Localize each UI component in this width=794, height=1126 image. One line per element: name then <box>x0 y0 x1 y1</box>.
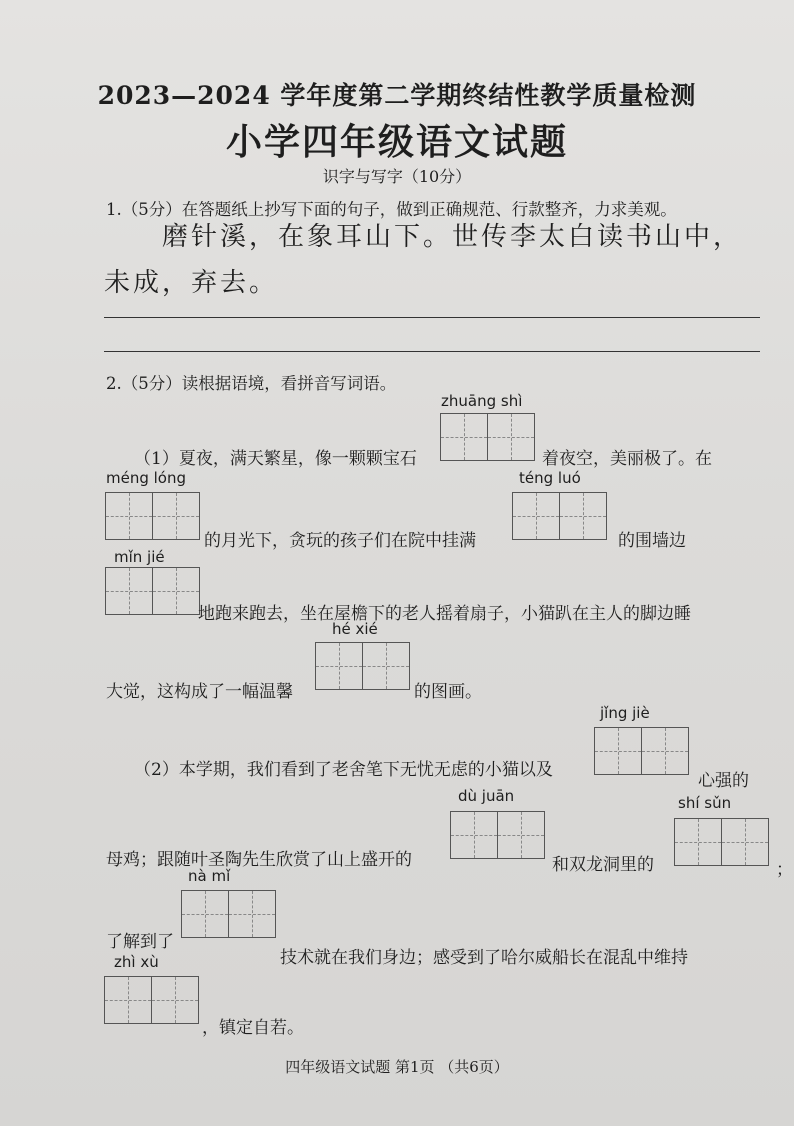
p1-text-b: 着夜空，美丽极了。在 <box>542 449 712 469</box>
grid-cell[interactable] <box>104 976 152 1024</box>
p1-text-a: （1）夏夜，满天繁星，像一颗颗宝石 <box>134 449 417 469</box>
pinyin-shisun: shí sǔn <box>678 794 732 812</box>
pinyin-zhixu: zhì xù <box>114 953 159 971</box>
exam-title: 2023—2024 学年度第二学期终结性教学质量检测 <box>97 81 697 110</box>
grid-cell[interactable] <box>362 642 410 690</box>
grid-cell[interactable] <box>497 811 545 859</box>
p2-text-g: 技术就在我们身边；感受到了哈尔威船长在混乱中维持 <box>280 948 688 968</box>
grid-cell[interactable] <box>152 492 200 540</box>
grid-cell[interactable] <box>315 642 363 690</box>
grid-cell[interactable] <box>721 818 769 866</box>
pinyin-dujuan: dù juān <box>458 787 515 805</box>
pinyin-hexie: hé xié <box>332 620 378 638</box>
pinyin-minjie: mǐn jié <box>114 548 165 566</box>
pinyin-menglong: méng lóng <box>106 469 187 487</box>
pinyin-jingjie: jǐng jiè <box>600 704 650 722</box>
answer-grid-tengluo[interactable] <box>512 492 607 540</box>
pinyin-zhuangshi: zhuāng shì <box>441 392 523 410</box>
section-heading: 识字与写字（10分） <box>322 167 472 186</box>
q2-prompt: 2.（5分）读根据语境，看拼音写词语。 <box>106 374 397 393</box>
grid-cell[interactable] <box>151 976 199 1024</box>
p2-text-h: ，镇定自若。 <box>202 1018 304 1038</box>
grid-cell[interactable] <box>105 492 153 540</box>
answer-grid-minjie[interactable] <box>105 567 200 615</box>
answer-line-2[interactable] <box>104 351 760 352</box>
p2-text-a: （2）本学期，我们看到了老舍笔下无忧无虑的小猫以及 <box>134 760 553 780</box>
grid-cell[interactable] <box>440 413 488 461</box>
answer-grid-nami[interactable] <box>181 890 276 938</box>
grid-cell[interactable] <box>105 567 153 615</box>
pinyin-nami: nà mǐ <box>188 867 231 885</box>
answer-grid-menglong[interactable] <box>105 492 200 540</box>
q1-copy-line-1: 磨针溪，在象耳山下。世传李太白读书山中， <box>162 222 743 252</box>
grid-cell[interactable] <box>152 567 200 615</box>
answer-grid-shisun[interactable] <box>674 818 769 866</box>
grid-cell[interactable] <box>594 727 642 775</box>
grid-cell[interactable] <box>228 890 276 938</box>
p1-text-d: 的围墙边 <box>618 531 686 551</box>
q1-copy-line-2: 未成，弃去。 <box>104 268 279 298</box>
p2-text-e: ； <box>776 860 793 880</box>
p2-text-c: 母鸡；跟随叶圣陶先生欣赏了山上盛开的 <box>106 850 412 870</box>
p2-text-b: 心强的 <box>698 771 749 791</box>
grid-cell[interactable] <box>487 413 535 461</box>
answer-grid-dujuan[interactable] <box>450 811 545 859</box>
q1-prompt: 1.（5分）在答题纸上抄写下面的句子，做到正确规范、行款整齐，力求美观。 <box>106 200 677 219</box>
answer-grid-jingjie[interactable] <box>594 727 689 775</box>
page-footer: 四年级语文试题 第1页 （共6页） <box>285 1058 509 1076</box>
answer-grid-zhixu[interactable] <box>104 976 199 1024</box>
p2-text-d: 和双龙洞里的 <box>552 855 654 875</box>
grid-cell[interactable] <box>559 492 607 540</box>
grid-cell[interactable] <box>641 727 689 775</box>
p1-text-g: 的图画。 <box>414 682 482 702</box>
answer-line-1[interactable] <box>104 317 760 318</box>
answer-grid-zhuangshi[interactable] <box>440 413 535 461</box>
grid-cell[interactable] <box>450 811 498 859</box>
answer-grid-hexie[interactable] <box>315 642 410 690</box>
p1-text-c: 的月光下，贪玩的孩子们在院中挂满 <box>204 531 476 551</box>
pinyin-tengluo: téng luó <box>519 469 581 487</box>
p1-text-e: 地跑来跑去，坐在屋檐下的老人摇着扇子，小猫趴在主人的脚边睡 <box>198 604 691 624</box>
grid-cell[interactable] <box>674 818 722 866</box>
grid-cell[interactable] <box>181 890 229 938</box>
p2-text-f: 了解到了 <box>106 932 174 952</box>
grid-cell[interactable] <box>512 492 560 540</box>
exam-subject: 小学四年级语文试题 <box>225 121 568 163</box>
p1-text-f: 大觉，这构成了一幅温馨 <box>106 682 293 702</box>
